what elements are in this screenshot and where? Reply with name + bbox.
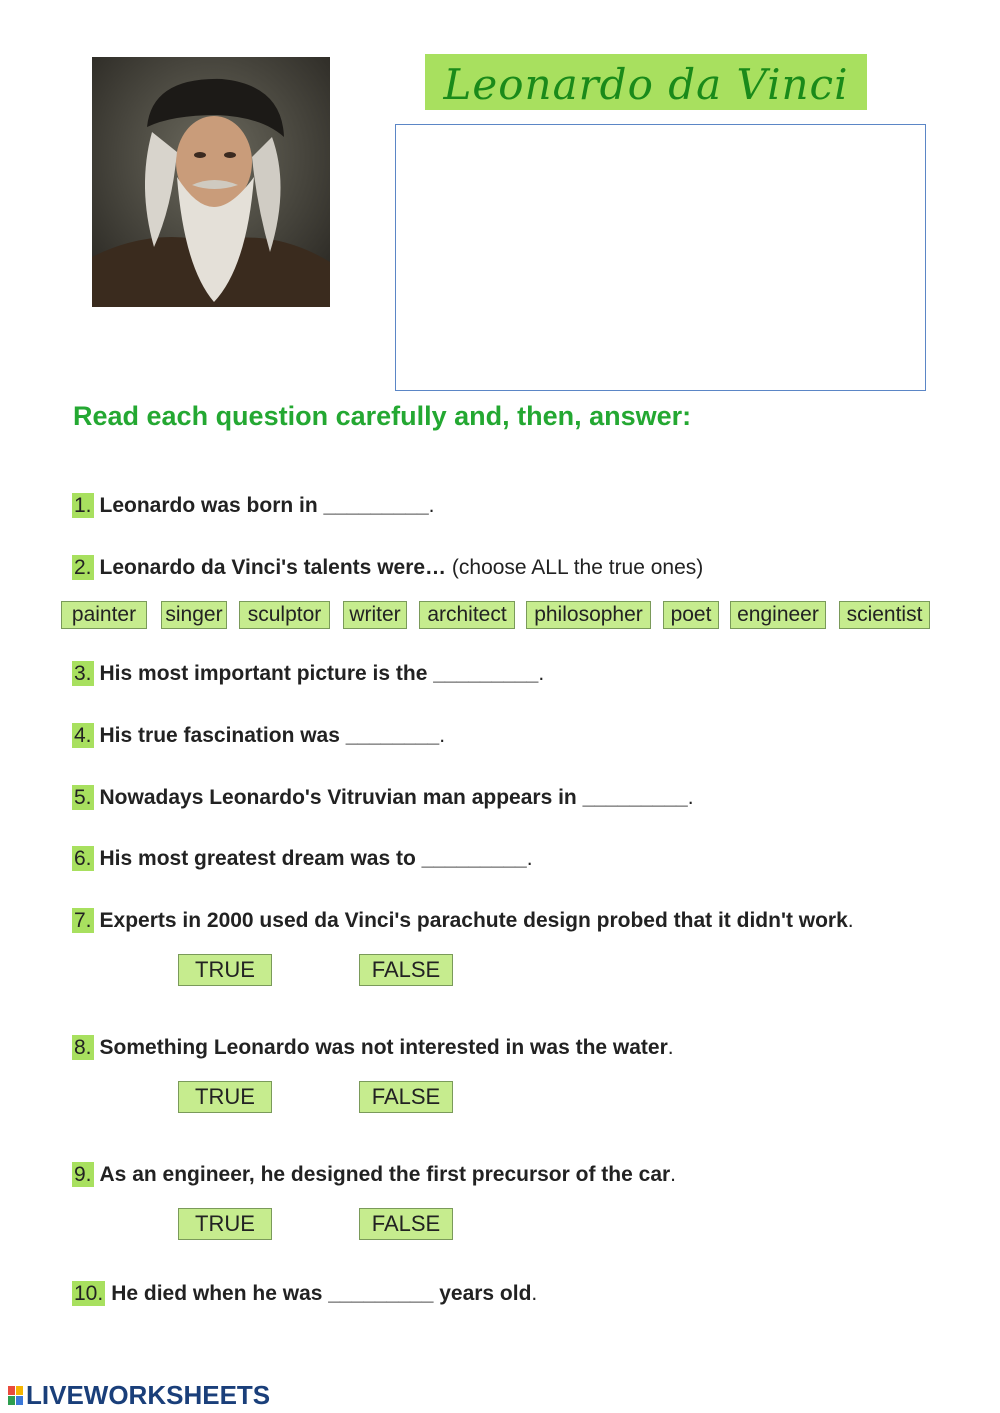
question-10	[72, 1282, 537, 1306]
talent-option[interactable]: painter	[61, 601, 147, 629]
liveworksheets-logo-icon	[8, 1382, 24, 1402]
question-text: Something Leonardo was not interested in was the water	[99, 1036, 668, 1059]
question-2	[72, 556, 703, 580]
question-end: .	[428, 494, 435, 517]
question-number: 10.	[74, 1282, 104, 1305]
question-end: .	[526, 847, 533, 870]
question-number: 9.	[74, 1163, 92, 1186]
question-9	[72, 1163, 676, 1187]
question-4	[72, 724, 445, 748]
question-number: 4.	[74, 724, 92, 747]
question-7	[72, 909, 854, 933]
true-option[interactable]: TRUE	[178, 1208, 272, 1240]
question-text: He died when he was _________ years old	[111, 1282, 532, 1305]
liveworksheets-logo[interactable]	[8, 1380, 270, 1410]
question-6	[72, 847, 533, 871]
question-end: .	[531, 1282, 538, 1305]
brand-name: LIVEWORKSHEETS	[26, 1380, 271, 1410]
question-end: .	[847, 909, 854, 932]
question-text: Leonardo was born in _________	[99, 494, 429, 517]
question-end: .	[687, 786, 694, 809]
portrait-image	[92, 57, 330, 307]
question-end: .	[667, 1036, 674, 1059]
talent-option[interactable]: scientist	[839, 601, 930, 629]
question-text: His most greatest dream was to _________	[99, 847, 527, 870]
question-number: 5.	[74, 786, 92, 809]
talent-option[interactable]: singer	[161, 601, 227, 629]
question-end: .	[439, 724, 446, 747]
talent-option[interactable]: architect	[419, 601, 515, 629]
true-option[interactable]: TRUE	[178, 1081, 272, 1113]
question-text: Leonardo da Vinci's talents were…	[99, 556, 447, 579]
question-text: Nowadays Leonardo's Vitruvian man appears in _________	[99, 786, 688, 809]
talent-option[interactable]: philosopher	[526, 601, 651, 629]
question-number: 7.	[74, 909, 92, 932]
talent-option[interactable]: poet	[663, 601, 719, 629]
instruction-heading: Read each question carefully and, then, answer:	[73, 401, 692, 431]
question-8	[72, 1036, 674, 1060]
false-option[interactable]: FALSE	[359, 1208, 453, 1240]
false-option[interactable]: FALSE	[359, 1081, 453, 1113]
talent-option[interactable]: sculptor	[239, 601, 330, 629]
talent-option[interactable]: engineer	[730, 601, 826, 629]
question-number: 8.	[74, 1036, 92, 1059]
question-number: 2.	[74, 556, 92, 579]
question-number: 1.	[74, 494, 92, 517]
question-end: .	[670, 1163, 677, 1186]
question-text: His most important picture is the _________	[99, 662, 539, 685]
question-text: As an engineer, he designed the first precursor of the car	[99, 1163, 671, 1186]
media-frame[interactable]	[395, 124, 926, 391]
question-3	[72, 662, 544, 686]
talent-option[interactable]: writer	[343, 601, 407, 629]
question-text: His true fascination was ________	[99, 724, 440, 747]
question-hint: (choose ALL the true ones)	[446, 556, 704, 579]
question-5	[72, 786, 694, 810]
page-title: Leonardo da Vinci	[443, 60, 849, 109]
false-option[interactable]: FALSE	[359, 954, 453, 986]
title-banner	[425, 54, 867, 110]
question-number: 3.	[74, 662, 92, 685]
question-text: Experts in 2000 used da Vinci's parachute design probed that it didn't work	[99, 909, 848, 932]
question-number: 6.	[74, 847, 92, 870]
question-1	[72, 494, 435, 518]
true-option[interactable]: TRUE	[178, 954, 272, 986]
question-end: .	[538, 662, 545, 685]
